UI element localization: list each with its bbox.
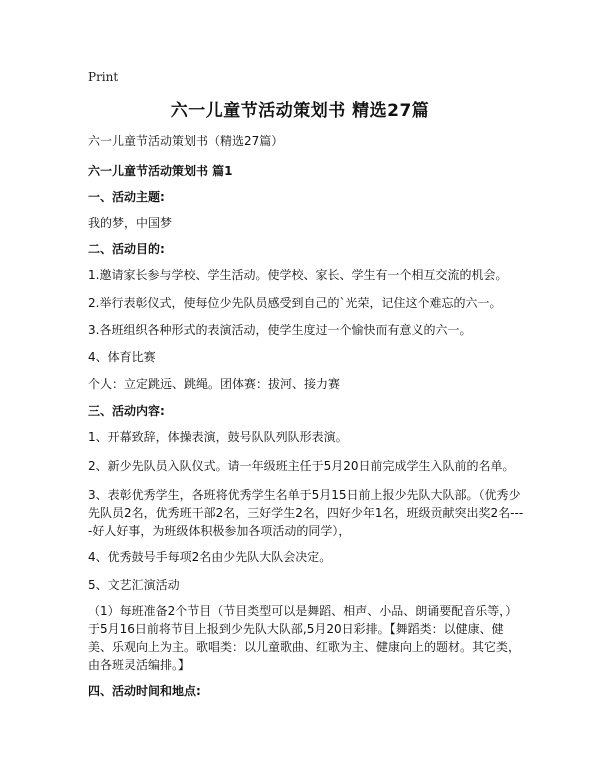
purpose-item-3: 3.各班组织各种形式的表演活动，使学生度过一个愉快而有意义的六一。 bbox=[88, 323, 472, 337]
section-heading-theme: 一、活动主题: bbox=[88, 190, 165, 204]
purpose-item-1: 1.邀请家长参与学校、学生活动。使学校、家长、学生有一个相互交流的机会。 bbox=[88, 268, 508, 282]
content-item-3-line-2: 先队员2名，优秀班干部2名，三好学生2名，四好少年1名，班级贡献突出奖2名--- bbox=[88, 506, 524, 520]
content-item-5-detail-line-1: （1）每班准备2个节目（节目类型可以是舞蹈、相声、小品、朗诵要配音乐等，） bbox=[88, 604, 518, 618]
article-heading: 六一儿童节活动策划书 篇1 bbox=[88, 164, 233, 178]
content-item-4: 4、优秀鼓号手每项2名由少先队大队会决定。 bbox=[88, 550, 332, 564]
section-heading-time-place: 四、活动时间和地点: bbox=[88, 684, 201, 698]
section-heading-content: 三、活动内容: bbox=[88, 404, 165, 418]
content-item-5-detail-line-3: 美、乐观向上为主。歌唱类：以儿童歌曲、红歌为主、健康向上的题材。其它类， bbox=[88, 640, 521, 654]
content-item-5: 5、文艺汇演活动 bbox=[88, 578, 180, 592]
theme-text: 我的梦，中国梦 bbox=[88, 216, 173, 230]
sports-heading: 4、体育比赛 bbox=[88, 350, 156, 364]
content-item-3-line-1: 3、表彰优秀学生，各班将优秀学生名单于5月15日前上报少先队大队部。（优秀少 bbox=[88, 488, 521, 502]
content-item-3-line-3: -好人好事，为班级体积极参加各项活动的同学）， bbox=[88, 524, 351, 538]
section-heading-purpose: 二、活动目的: bbox=[88, 242, 165, 256]
purpose-item-2: 2.举行表彰仪式，使每位少先队员感受到自己的`光荣，记住这个难忘的六一。 bbox=[88, 296, 502, 310]
document-title: 六一儿童节活动策划书 精选27篇 bbox=[170, 101, 430, 121]
print-link[interactable]: Print bbox=[88, 70, 119, 84]
content-item-1: 1、开幕致辞，体操表演，鼓号队队列队形表演。 bbox=[88, 430, 348, 444]
content-item-5-detail-line-4: 由各班灵活编排。】 bbox=[88, 658, 191, 672]
content-item-2: 2、新少先队员入队仪式。请一年级班主任于5月20日前完成学生入队前的名单。 bbox=[88, 459, 515, 473]
content-item-5-detail-line-2: 于5月16日前将节目上报到少先队大队部,5月20日彩排。【舞蹈类：以健康、健 bbox=[88, 622, 504, 636]
sports-text: 个人：立定跳远、跳绳。团体赛：拔河、接力赛 bbox=[88, 377, 341, 391]
document-subtitle: 六一儿童节活动策划书（精选27篇） bbox=[88, 134, 284, 148]
